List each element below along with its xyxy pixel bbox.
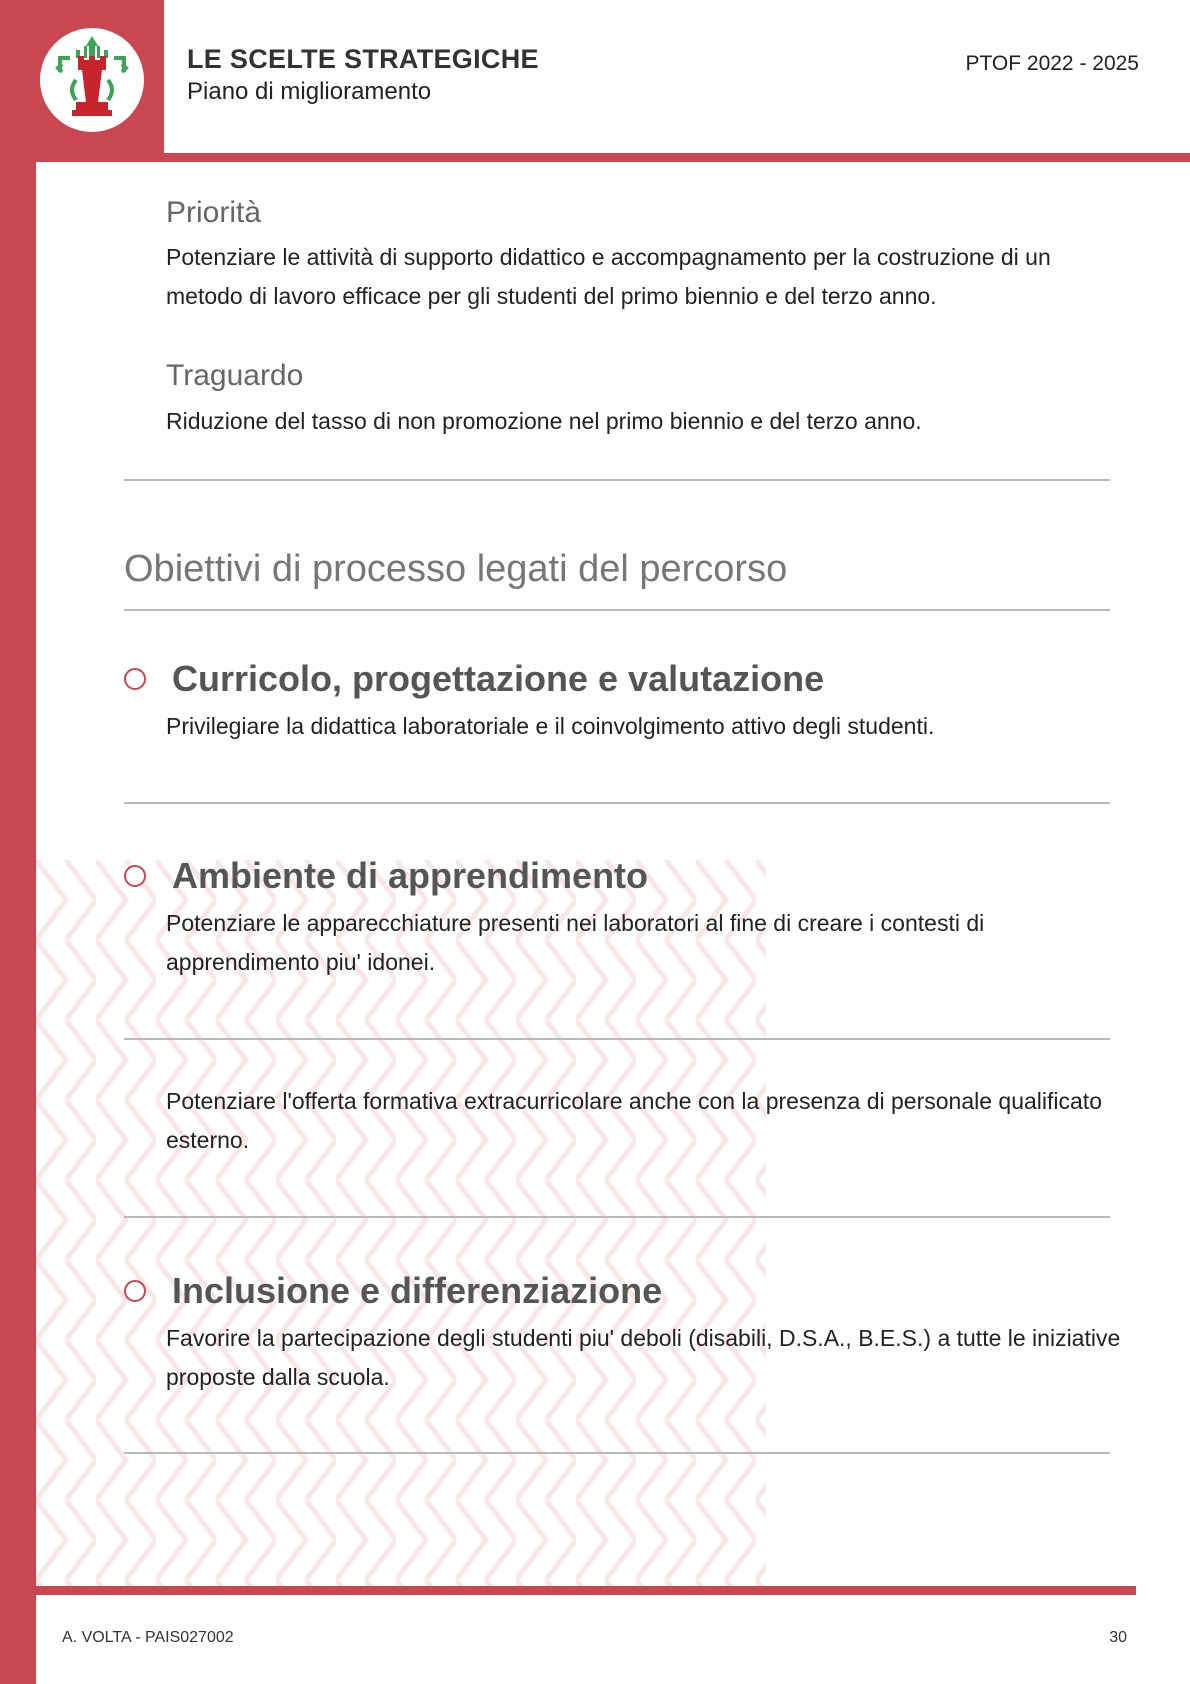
divider <box>124 1216 1110 1218</box>
page-title: LE SCELTE STRATEGICHE <box>187 44 539 74</box>
priority-text: Potenziare le attività di supporto didattico e accompagnamento per la costruzione di un metodo di lavoro efficace per gli studenti del primo biennio e del terzo anno. <box>166 244 1051 309</box>
section-title: Obiettivi di processo legati del percorso <box>124 548 788 590</box>
left-accent-bar <box>0 0 36 1684</box>
divider <box>124 1452 1110 1454</box>
school-logo <box>40 28 144 132</box>
divider <box>124 479 1110 481</box>
ptof-label: PTOF 2022 - 2025 <box>965 52 1139 75</box>
area-title: Curricolo, progettazione e valutazione <box>172 658 825 699</box>
area-title: Inclusione e differenziazione <box>172 1270 663 1311</box>
page-subtitle: Piano di miglioramento <box>187 78 432 105</box>
priority-heading: Priorità <box>166 196 262 229</box>
circle-bullet-icon <box>124 865 146 887</box>
circle-bullet-icon <box>124 1280 146 1302</box>
goal-heading: Traguardo <box>166 359 304 392</box>
circle-bullet-icon <box>124 668 146 690</box>
divider <box>124 609 1110 611</box>
footer-school: A. VOLTA - PAIS027002 <box>62 1629 234 1646</box>
footer-divider <box>36 1586 1136 1595</box>
area-heading <box>124 658 824 700</box>
area-objective: Privilegiare la didattica laboratoriale e il coinvolgimento attivo degli studenti. <box>166 713 935 739</box>
area-heading <box>124 1270 662 1312</box>
divider <box>124 802 1110 804</box>
area-objective: Potenziare l'offerta formativa extracurricolare anche con la presenza di personale qualificato esterno. <box>166 1088 1102 1153</box>
area-objective: Favorire la partecipazione degli studenti piu' deboli (disabili, D.S.A., B.E.S.) a tutte le iniziative proposte dalla scuola. <box>166 1325 1121 1390</box>
header-divider <box>36 153 1190 162</box>
area-title: Ambiente di apprendimento <box>172 855 649 896</box>
area-heading <box>124 855 648 897</box>
divider <box>124 1038 1110 1040</box>
school-tower-logo-icon <box>40 28 144 132</box>
area-objective: Potenziare le apparecchiature presenti nei laboratori al fine di creare i contesti di apprendimento piu' idonei. <box>166 910 985 975</box>
page-number: 30 <box>1109 1629 1127 1646</box>
goal-text: Riduzione del tasso di non promozione nel primo biennio e del terzo anno. <box>166 408 922 434</box>
